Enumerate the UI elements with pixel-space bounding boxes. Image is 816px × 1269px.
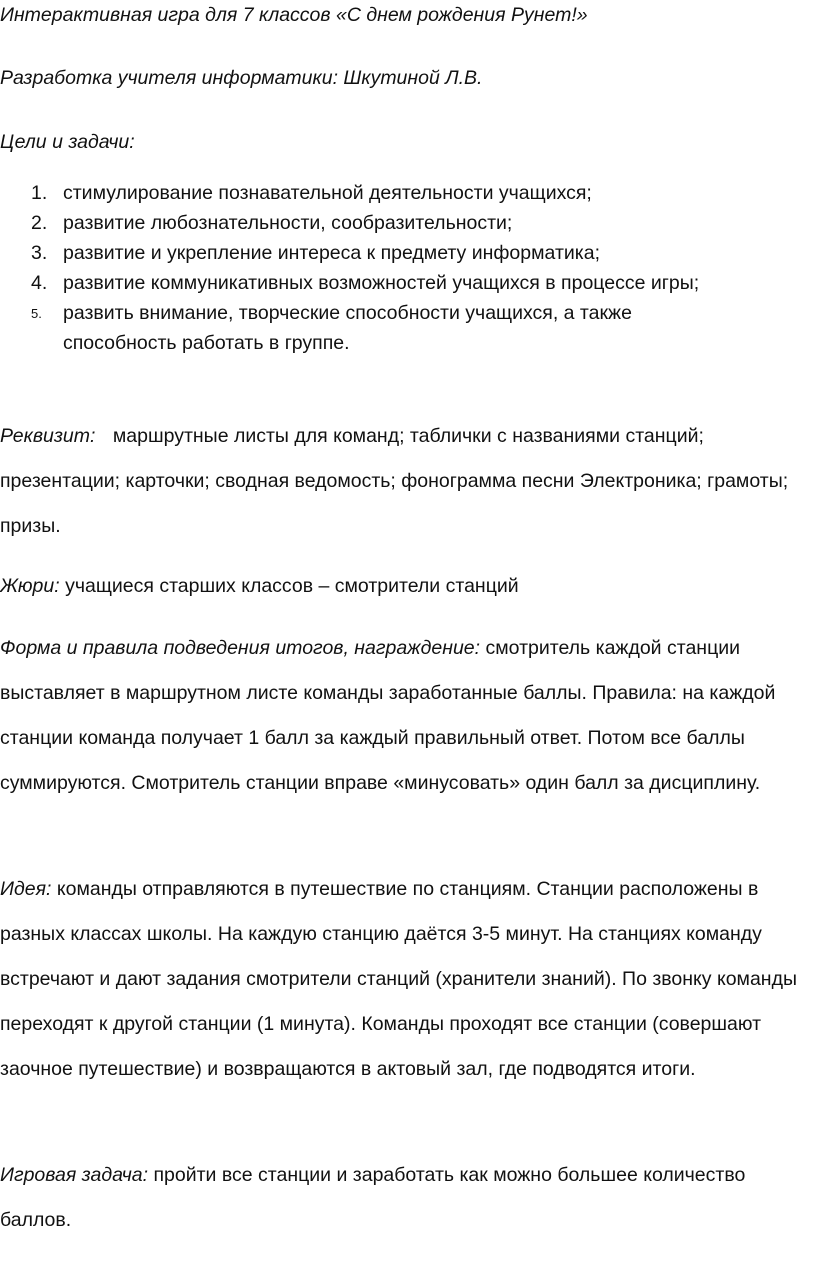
props-label: Реквизит: xyxy=(0,425,96,447)
props-paragraph xyxy=(0,414,816,549)
jury-label: Жюри: xyxy=(0,575,60,597)
list-number: 2. xyxy=(31,212,48,234)
list-number: 3. xyxy=(31,242,48,264)
list-item xyxy=(0,298,699,358)
list-number: 4. xyxy=(31,272,48,294)
list-number: 5. xyxy=(31,306,42,321)
list-item xyxy=(0,178,699,208)
jury-text: учащиеся старших классов – смотрители станций xyxy=(65,575,519,597)
list-item-text: развить внимание, творческие способности учащихся, а также xyxy=(63,302,632,324)
list-item xyxy=(0,238,699,268)
goals-list xyxy=(0,178,699,358)
idea-text: команды отправляются в путешествие по станциям. Станции расположены в разных классах школы. На каждую станцию даётся 3-5 минут. На станциях команду встречают и дают задания смотрители станций (хранители знаний). По звонку команды переходят к другой станции (1 минута). Команды проходят все станции (совершают заочное путешествие) и возвращаются в актовый зал, где подводятся итоги. xyxy=(0,878,797,1080)
list-item-text: развитие и укрепление интереса к предмету информатика; xyxy=(63,242,600,264)
list-item-text: развитие любознательности, сообразительности; xyxy=(63,212,513,234)
list-item-text: развитие коммуникативных возможностей учащихся в процессе игры; xyxy=(63,272,700,294)
form-paragraph xyxy=(0,626,816,806)
goals-heading: Цели и задачи: xyxy=(0,131,135,153)
document-title: Интерактивная игра для 7 классов «С днем рождения Рунет!» xyxy=(0,4,588,26)
form-label: Форма и правила подведения итогов, награждение: xyxy=(0,637,481,659)
jury-paragraph xyxy=(0,564,816,609)
list-item xyxy=(0,268,699,298)
task-text: пройти все станции и заработать как можно большее количество баллов. xyxy=(0,1164,746,1231)
idea-label: Идея: xyxy=(0,878,52,900)
props-text: маршрутные листы для команд; таблички с названиями станций; презентации; карточки; сводная ведомость; фонограмма песни Электроника; грамоты; призы. xyxy=(0,425,789,537)
idea-paragraph xyxy=(0,867,816,1092)
list-number: 1. xyxy=(31,182,48,204)
author-line: Разработка учителя информатики: Шкутиной Л.В. xyxy=(0,67,483,89)
list-item xyxy=(0,208,699,238)
task-paragraph xyxy=(0,1153,816,1243)
task-label: Игровая задача: xyxy=(0,1164,149,1186)
list-item-text: стимулирование познавательной деятельности учащихся; xyxy=(63,182,592,204)
form-text: смотритель каждой станции выставляет в маршрутном листе команды заработанные баллы. Правила: на каждой станции команда получает 1 балл за каждый правильный ответ. Потом все баллы суммируются. Смотритель станции вправе «минусовать» один балл за дисциплину. xyxy=(0,637,776,794)
list-item-text-continued: способность работать в группе. xyxy=(63,332,350,354)
